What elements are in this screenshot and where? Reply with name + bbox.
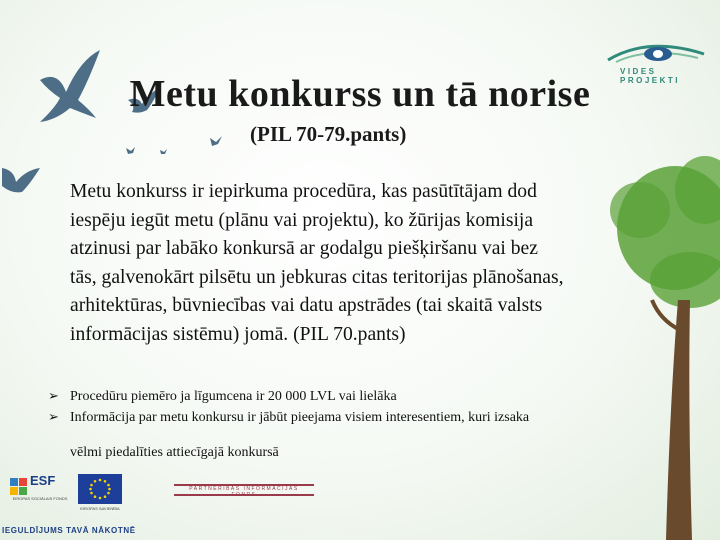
paragraph-line: informācijas sistēmu) jomā. (PIL 70.pants)	[70, 323, 406, 345]
esf-logo-text: ESF	[30, 473, 56, 488]
bullet-list	[48, 386, 688, 463]
definition-paragraph	[70, 178, 660, 349]
motto-text: IEGULDĪJUMS TAVĀ NĀKOTNĒ	[2, 526, 136, 535]
bullet-text: Informācija par metu konkursu ir jābūt pieejama visiem interesentiem, kuri izsaka	[70, 410, 530, 425]
paragraph-line: iespēju iegūt metu (plānu vai projektu), ko žūrijas komisija	[70, 209, 534, 231]
arrow-bullet-icon: ➢	[48, 410, 59, 425]
eu-caption: EIROPAS SAVIENĪBA	[80, 506, 120, 511]
esf-caption: EIROPAS SOCIĀLAIS FONDS	[12, 496, 68, 501]
paragraph-line: arhitektūras, būvniecības vai datu apstrādes (tai skaitā valsts	[70, 295, 543, 316]
slide-subtitle: (PIL 70-79.pants)	[250, 122, 407, 146]
list-item	[48, 407, 688, 428]
arrow-bullet-icon: ➢	[48, 389, 59, 404]
partnership-logo-text: PARTNERĪBAS INFORMĀCIJAS FONDS	[189, 486, 299, 498]
paragraph-line: tās, galvenokārt pilsētu un jebkuras citas teritorijas plānošanas,	[70, 266, 564, 288]
eu-flag-icon	[78, 474, 122, 504]
bullet-continuation: vēlmi piedalīties attiecīgajā konkursā	[70, 445, 279, 460]
slide-title: Metu konkurss un tā norise	[129, 73, 591, 115]
vides-projekti-logo-text: VIDES PROJEKTI	[620, 67, 681, 85]
paragraph-line: Metu konkurss ir iepirkuma procedūra, kas pasūtītājam dod	[70, 181, 537, 202]
bullet-text: Procedūru piemēro ja līgumcena ir 20 000 LVL vai lielāka	[70, 389, 397, 404]
list-item	[48, 386, 688, 407]
paragraph-line: atzinusi par labāko konkursā ar godalgu piešķiršanu vai bez	[70, 238, 538, 259]
